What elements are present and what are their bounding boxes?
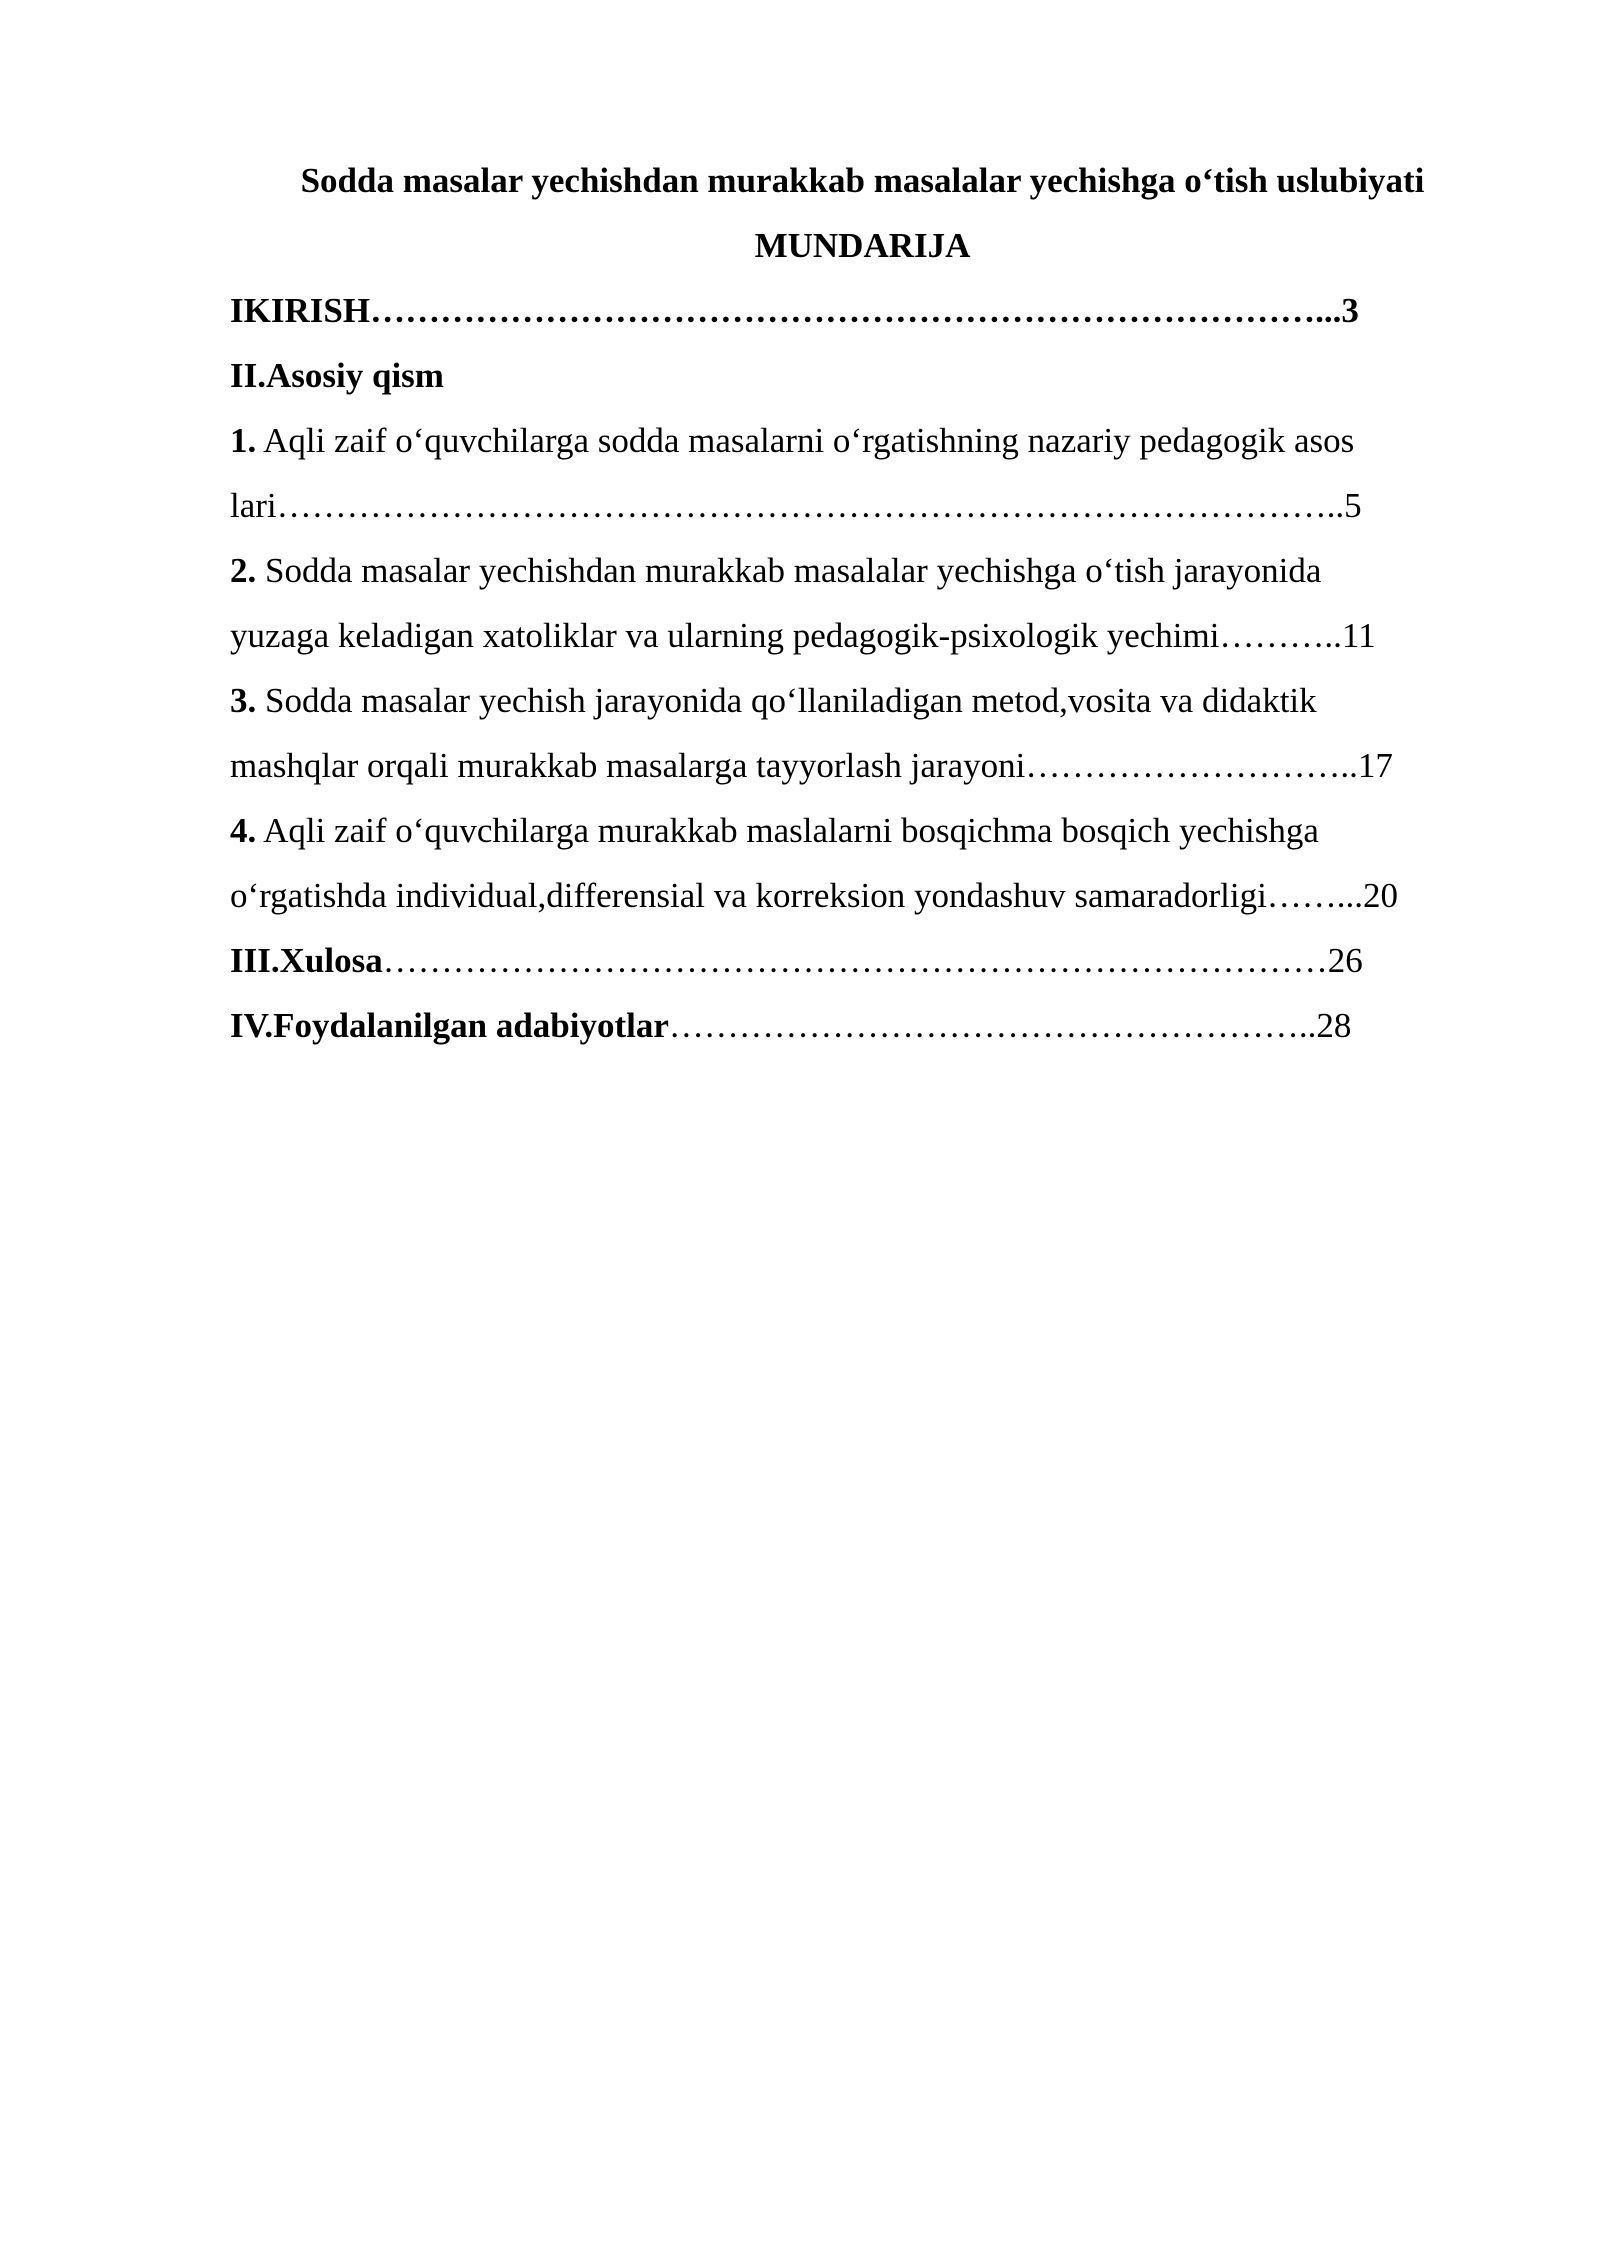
toc-entry-number: 4. <box>230 811 257 850</box>
toc-entry-3-line-1 <box>230 668 1317 733</box>
toc-entry-label: III.Xulosa <box>230 941 383 980</box>
toc-entry-number: 2. <box>230 551 257 590</box>
toc-entry-text: Sodda masalar yechishdan murakkab masalalar yechishga o‘tish jarayonida <box>256 551 1322 590</box>
toc-entry-2-line-2: yuzaga keladigan xatoliklar va ularning pedagogik-psixologik yechimi………..11 <box>230 616 1376 655</box>
toc-entry-main-part: II.Asosiy qism <box>230 356 444 395</box>
toc-entry-label: IV.Foydalanilgan adabiyotlar <box>230 1006 669 1045</box>
toc-entry-1-line-1 <box>230 408 1354 473</box>
toc-entry-text: Aqli zaif o‘quvchilarga murakkab maslalarni bosqichma bosqich yechishga <box>256 811 1319 850</box>
toc-entry-intro <box>230 278 1359 343</box>
toc-entry-conclusion <box>230 928 1363 993</box>
toc-heading: MUNDARIJA <box>754 226 971 265</box>
toc-entry-4-line-1 <box>230 798 1319 863</box>
toc-entry-number: 1. <box>230 421 257 460</box>
toc-entry-label: IKIRISH <box>230 291 371 330</box>
toc-entry-4-line-2: o‘rgatishda individual,differensial va korreksion yondashuv samaradorligi……...20 <box>230 876 1399 915</box>
toc-entry-references <box>230 993 1351 1058</box>
toc-entry-1-line-2: lari………………………………………………………………………………..5 <box>230 486 1362 525</box>
toc-entry-number: 3. <box>230 681 257 720</box>
toc-leader-dots: ………………………………………………………………………. <box>370 291 1324 330</box>
toc-entry-2-line-1 <box>230 538 1321 603</box>
toc-entry-3-line-2: mashqlar orqali murakkab masalarga tayyorlash jarayoni………………………..17 <box>230 746 1393 785</box>
toc-entry-text: Aqli zaif o‘quvchilarga sodda masalarni o‘rgatishning nazariy pedagogik asos <box>256 421 1355 460</box>
toc-leader-dots: ………………………………………………………………………26 <box>382 941 1363 980</box>
toc-leader-dots: ………………………………………………..28 <box>668 1006 1352 1045</box>
toc-page-number: ..3 <box>1323 291 1359 330</box>
toc-entry-text: Sodda masalar yechish jarayonida qo‘llaniladigan metod,vosita va didaktik <box>256 681 1317 720</box>
document-title: Sodda masalar yechishdan murakkab masalalar yechishga o‘tish uslubiyati <box>300 161 1425 200</box>
